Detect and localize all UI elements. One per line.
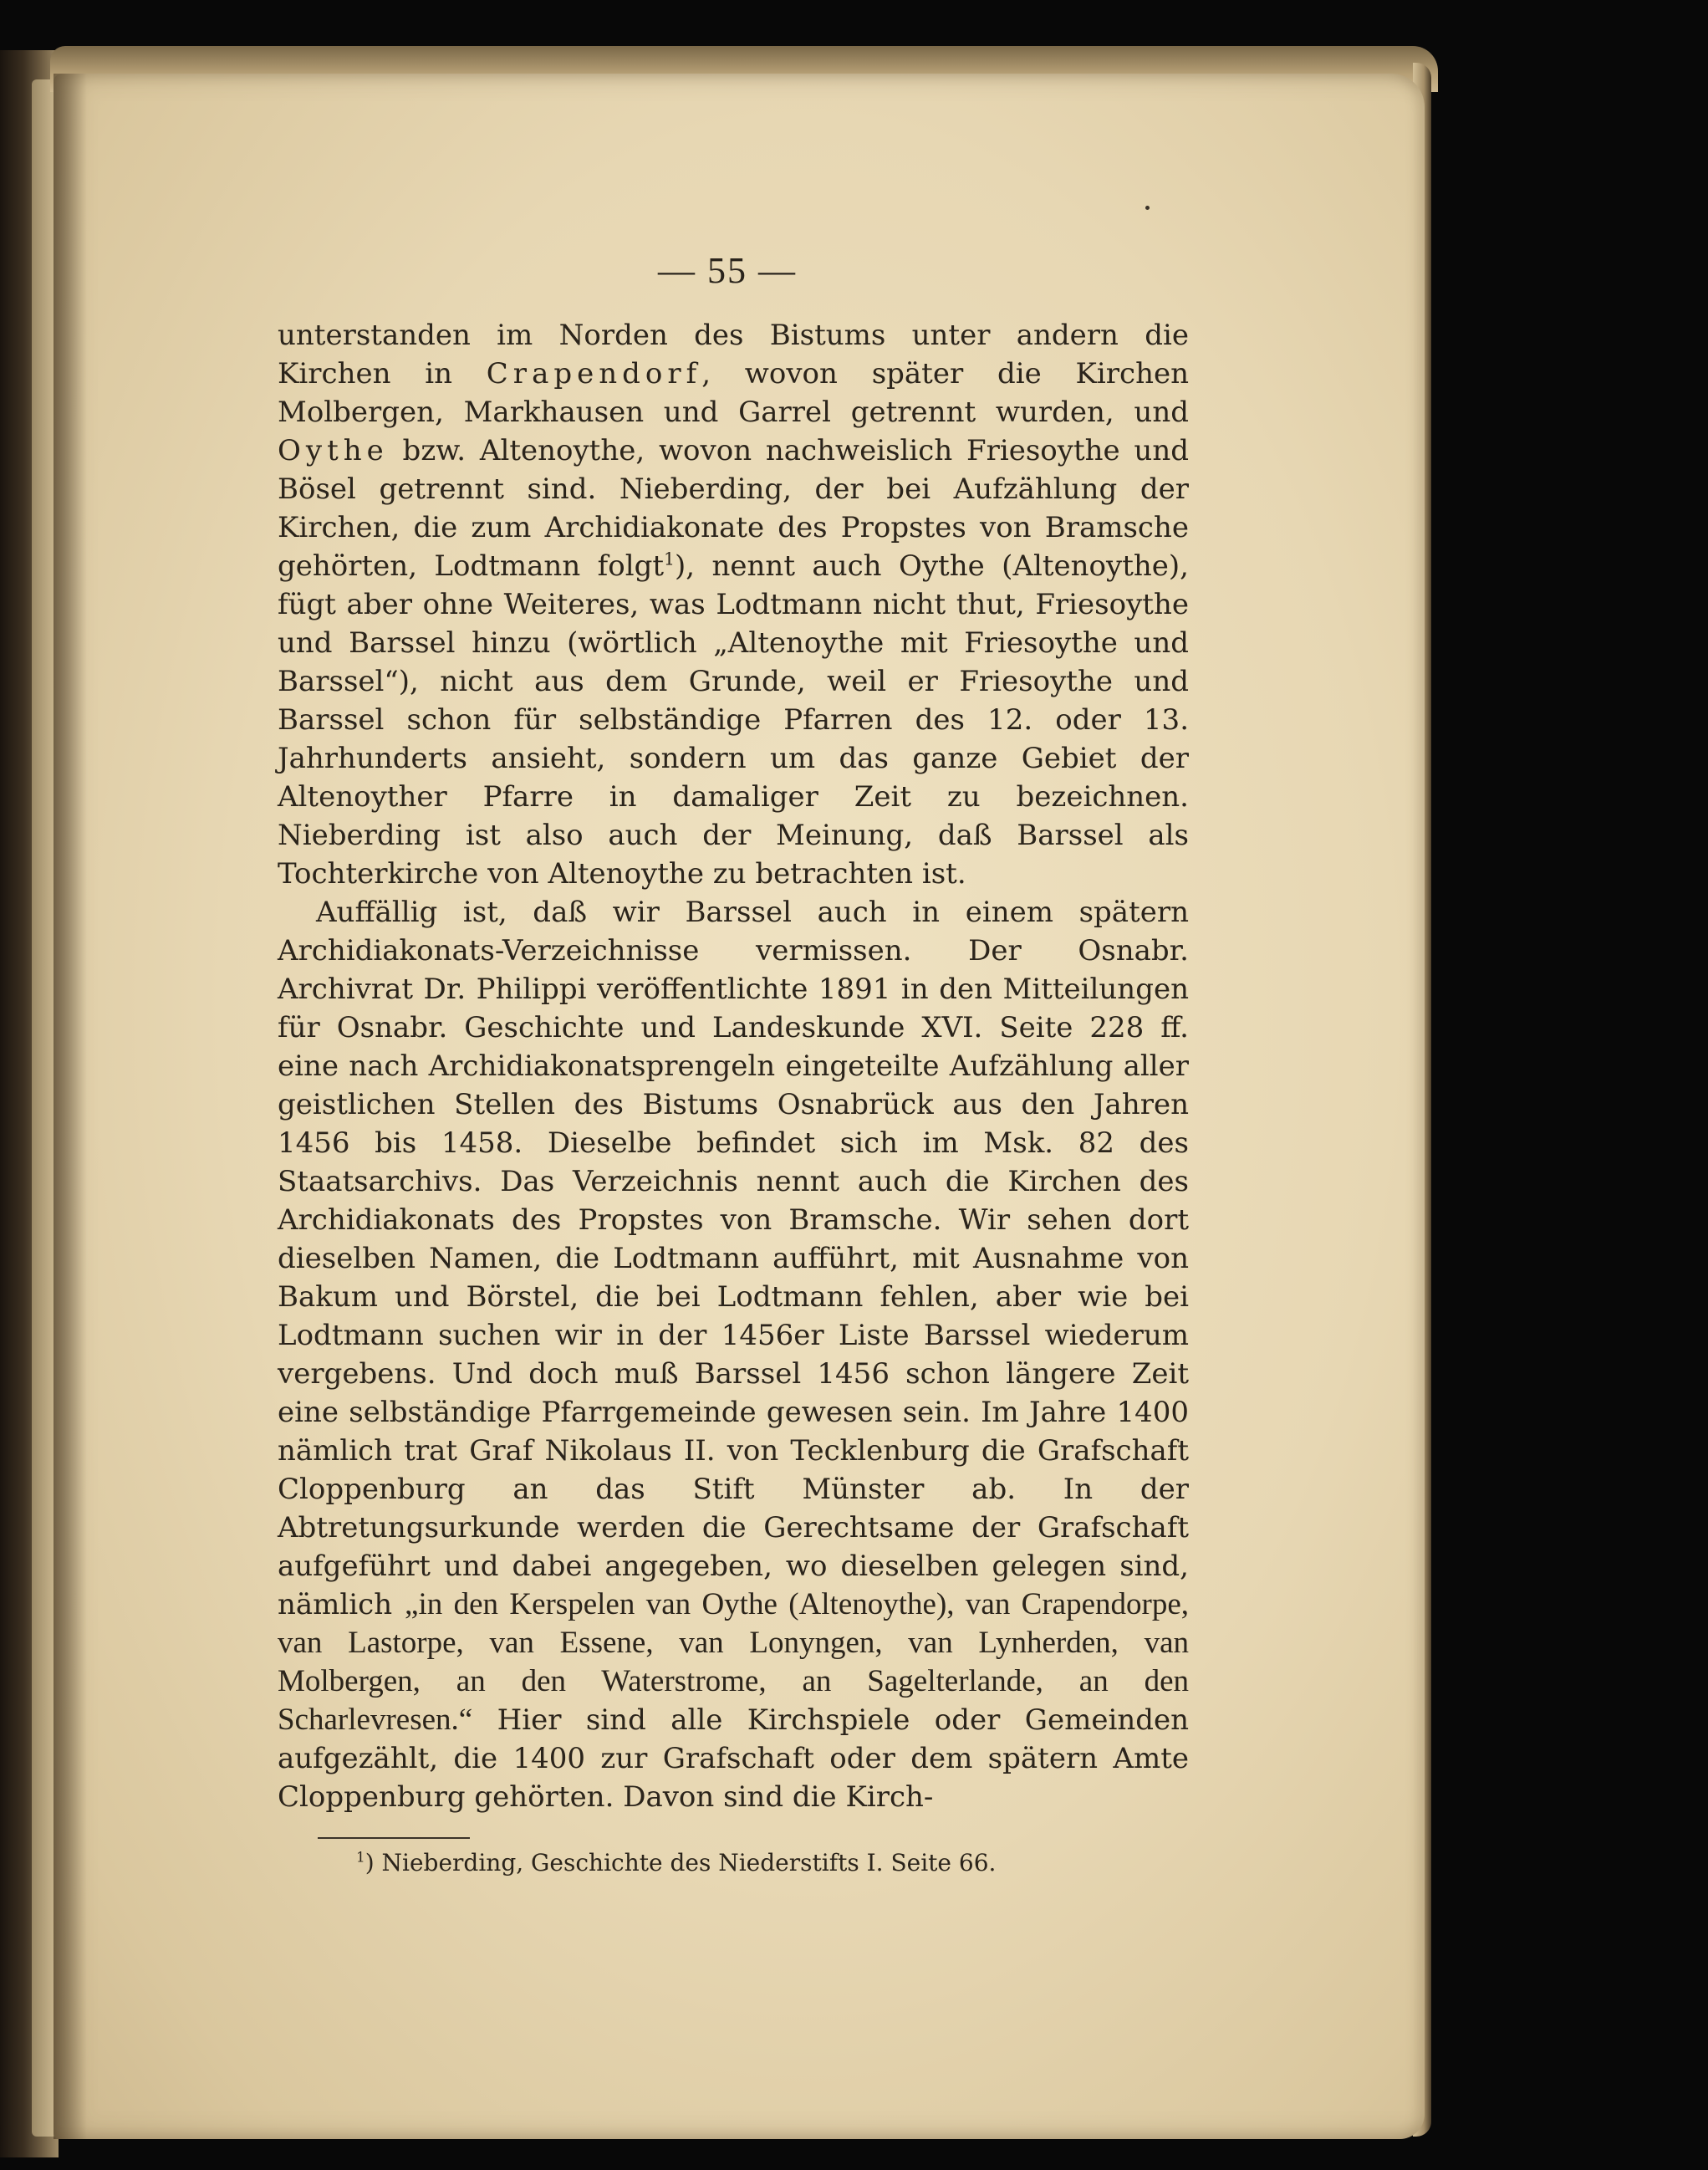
paragraph-1 xyxy=(278,316,1189,893)
latin-quotation: „in den Kerspelen van Oythe (Altenoythe), van Crapendorpe, van Lastorpe, van Essene, van Lonyngen, van Lynherden, van Molbergen, an den Waterstrome, an Sagelterlande, an den Scharlevresen.“ xyxy=(278,1587,1190,1737)
footnote-marker: 1 xyxy=(356,1848,365,1866)
footnote-reference: 1 xyxy=(664,549,675,569)
place-name-crapendorf: Crapendorf xyxy=(486,357,702,391)
footnote xyxy=(356,1846,1192,1880)
footnote-divider xyxy=(318,1837,470,1839)
paragraph-2 xyxy=(278,893,1189,1816)
paragraph-1-text-d: ), nennt auch Oythe (Altenoythe), fügt aber ohne Weiteres, was Lodtmann nicht thut, Friesoythe und Barssel hinzu (wörtlich „Altenoythe mit Friesoythe und Barssel“), nicht aus dem Grunde, weil er Friesoythe und Barssel schon für selbständige Pfarren des 12. oder 13. Jahrhunderts ansieht, sondern um das ganze Gebiet der Altenoyther Pfarre in damaliger Zeit zu bezeichnen. Nieberding ist also auch der Meinung, daß Barssel als Tochterkirche von Altenoythe zu betrachten ist. xyxy=(278,549,1189,891)
page-number: — 55 — xyxy=(658,250,797,291)
body-text xyxy=(278,316,1189,1816)
paragraph-2-text-b: Hier sind alle Kirchspiele oder Gemeinden aufgezählt, die 1400 zur Grafschaft oder dem spätern Amte Cloppenburg gehörten. Davon sind die Kirch- xyxy=(278,1703,1189,1814)
footnote-text: ) Nieberding, Geschichte des Niederstifts I. Seite 66. xyxy=(365,1849,997,1876)
ink-speck xyxy=(1145,206,1150,210)
gutter-shadow xyxy=(54,74,87,2139)
paragraph-1-text-a: unterstanden im Norden des Bistums unter andern die Kirchen in xyxy=(278,319,1189,391)
paragraph-1-text-b: , wovon später die Kirchen Molbergen, Markhausen und Garrel getrennt wurden, und xyxy=(278,357,1189,429)
paragraph-1-text-c: bzw. Altenoythe, wovon nachweislich Friesoythe und Bösel getrennt sind. Nieberding, der bei Aufzählung der Kirchen, die zum Archidiakonate des Propstes von Bramsche gehörten, Lodtmann folgt xyxy=(278,434,1189,583)
place-name-oythe: Oythe xyxy=(278,434,389,467)
paragraph-2-text-a: Auffällig ist, daß wir Barssel auch in einem spätern Archidiakonats-Verzeichnisse vermissen. Der Osnabr. Archivrat Dr. Philippi veröffentlichte 1891 in den Mitteilungen für Osnabr. Geschichte und Landeskunde XVI. Seite 228 ff. eine nach Archidiakonatsprengeln eingeteilte Aufzählung aller geistlichen Stellen des Bistums Osnabrück aus den Jahren 1456 bis 1458. Dieselbe befindet sich im Msk. 82 des Staatsarchivs. Das Verzeichnis nennt auch die Kirchen des Archidiakonats des Propstes von Bramsche. Wir sehen dort dieselben Namen, die Lodtmann aufführt, mit Ausnahme von Bakum und Börstel, die bei Lodtmann fehlen, aber wie bei Lodtmann suchen wir in der 1456er Liste Barssel wiederum vergebens. Und doch muß Barssel 1456 schon längere Zeit eine selbständige Pfarrgemeinde gewesen sein. Im Jahre 1400 nämlich trat Graf Nikolaus II. von Tecklenburg die Grafschaft Cloppenburg an das Stift Münster ab. In der Abtretungsurkunde werden die Gerechtsame der Grafschaft aufgeführt und dabei angegeben, wo dieselben gelegen sind, nämlich xyxy=(278,896,1189,1621)
